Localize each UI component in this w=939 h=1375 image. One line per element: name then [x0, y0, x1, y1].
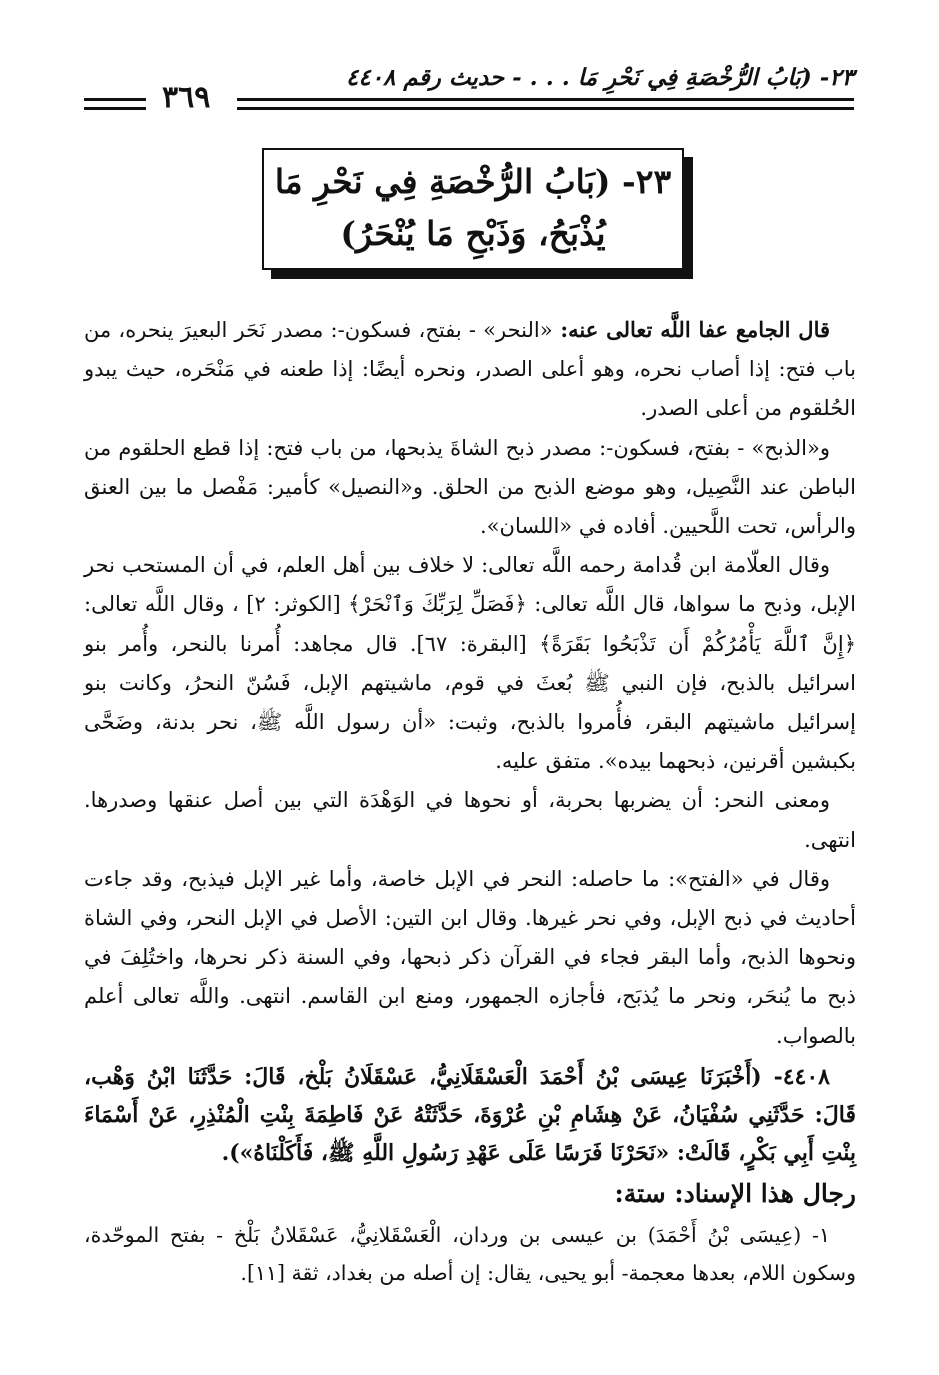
paragraph-5: وقال في «الفتح»: ما حاصله: النحر في الإبل خاصة، وأما غير الإبل فيذبح، وقد جاءت أحاديث في ذبح الإبل، وفي نحر غيرها. وقال ابن التين: الأصل في الإبل النحر، وفي الشاة ونحوها الذبح، وأما البقر فجاء في القرآن ذكر ذبحها، وفي السنة ذكر نحرها، واختُلِفَ في ذبح ما يُنحَر، ونحر ما يُذبَح، فأجازه الجمهور، ومنع ابن القاسم. انتهى. واللَّه تعالى أعلم بالصواب. — [84, 866, 856, 1048]
header-rule-right — [237, 98, 854, 110]
paragraph-1-text: «النحر» - بفتح، فسكون-: مصدر نَحَر البعيرَ ينحره، من باب فتح: إذا أصاب نحره، وهو أعلى الصدر، ونحره أيضًا: إذا طعنه في مَنْحَره، حيث يبدو الحُلقوم من أعلى الصدر. — [84, 318, 856, 421]
paragraph-1 — [84, 310, 856, 429]
narrator-1: ١- (عِيسَى بْنُ أَحْمَدَ) بن عيسى بن وردان، الْعَسْقَلانِيُّ، عَسْقَلانُ بَلْخ - بفتح الموحّدة، وسكون اللام، بعدها معجمة- أبو يحيى، يقال: إن أصله من بغداد، ثقة [١١]. — [84, 1222, 856, 1285]
running-header: ٣٦٩ ٢٣- (بَابُ الرُّخْصَةِ فِي نَحْرِ مَا . . . - حديث رقم ٤٤٠٨ — [84, 58, 854, 118]
body-text — [84, 310, 856, 1292]
header-rule-left — [84, 98, 146, 110]
paragraph-3: وقال العلّامة ابن قُدامة رحمه اللَّه تعالى: لا خلاف بين أهل العلم، في أن المستحب نحر الإبل، وذبح ما سواها، قال اللَّه تعالى: ﴿فَصَلِّ لِرَبِّكَ وَٱنْحَرْ﴾ [الكوثر: ٢] ، وقال اللَّه تعالى: ﴿إِنَّ ٱللَّهَ يَأْمُرُكُمْ أَن تَذْبَحُوا بَقَرَةً﴾ [البقرة: ٦٧]. قال مجاهد: أُمرنا بالنحر، وأُمر بنو اسرائيل بالذبح، فإن النبي ﷺ بُعثَ في قوم، ماشيتهم الإبل، فَسُنّ النحرُ، وكانت بنو إسرائيل ماشيتهم البقر، فأُمروا بالذبح، وثبت: «أن رسول اللَّه ﷺ، نحر بدنة، وضَحَّى بكبشين أقرنين، ذبحهما بيده». متفق عليه. — [84, 553, 856, 774]
hadith-text: ٤٤٠٨- (أَخْبَرَنَا عِيسَى بْنُ أَحْمَدَ الْعَسْقَلَانِيُّ، عَسْقَلَانُ بَلْخ، قَالَ: حَدَّثَنَا ابْنُ وَهْب، قَالَ: حَدَّثَنِي سُفْيَانُ، عَنْ هِشَامِ بْنِ عُرْوَةَ، حَدَّثَتْهُ عَنْ فَاطِمَةَ بِنْتِ الْمُنْذِرِ، عَنْ أَسْمَاءَ بِنْتِ أَبِي بَكْرٍ، قَالَتْ: «نَحَرْنَا فَرَسًا عَلَى عَهْدِ رَسُولِ اللَّهِ ﷺ، فَأَكَلْنَاهُ»). — [84, 1063, 856, 1166]
chapter-title-line-1: ٢٣- (بَابُ الرُّخْصَةِ فِي نَحْرِ مَا — [274, 162, 672, 201]
chapter-title-box — [262, 148, 684, 270]
paragraph-1-lead: قال الجامع عفا اللَّه تعالى عنه: — [552, 317, 831, 342]
paragraph-2: و«الذبح» - بفتح، فسكون-: مصدر ذبح الشاةَ يذبحها، من باب فتح: إذا قطع الحلقوم من الباطن عند النَّصِيل، وهو موضع الذبح من الحلق. و«النصيل» كأمير: مَفْصل ما بين العنق والرأس، تحت اللَّحيين. أفاده في «اللسان». — [84, 435, 856, 539]
chapter-title-line-2: يُذْبَحُ، وَذَبْحِ مَا يُنْحَرُ) — [340, 214, 606, 253]
narrators-heading: رجال هذا الإسناد: ستة: — [614, 1178, 856, 1208]
running-title: ٢٣- (بَابُ الرُّخْصَةِ فِي نَحْرِ مَا . . . - حديث رقم ٤٤٠٨ — [346, 64, 854, 91]
paragraph-4: ومعنى النحر: أن يضربها بحربة، أو نحوها في الوَهْدَة التي بين أصل عنقها وصدرها. انتهى. — [84, 788, 856, 852]
